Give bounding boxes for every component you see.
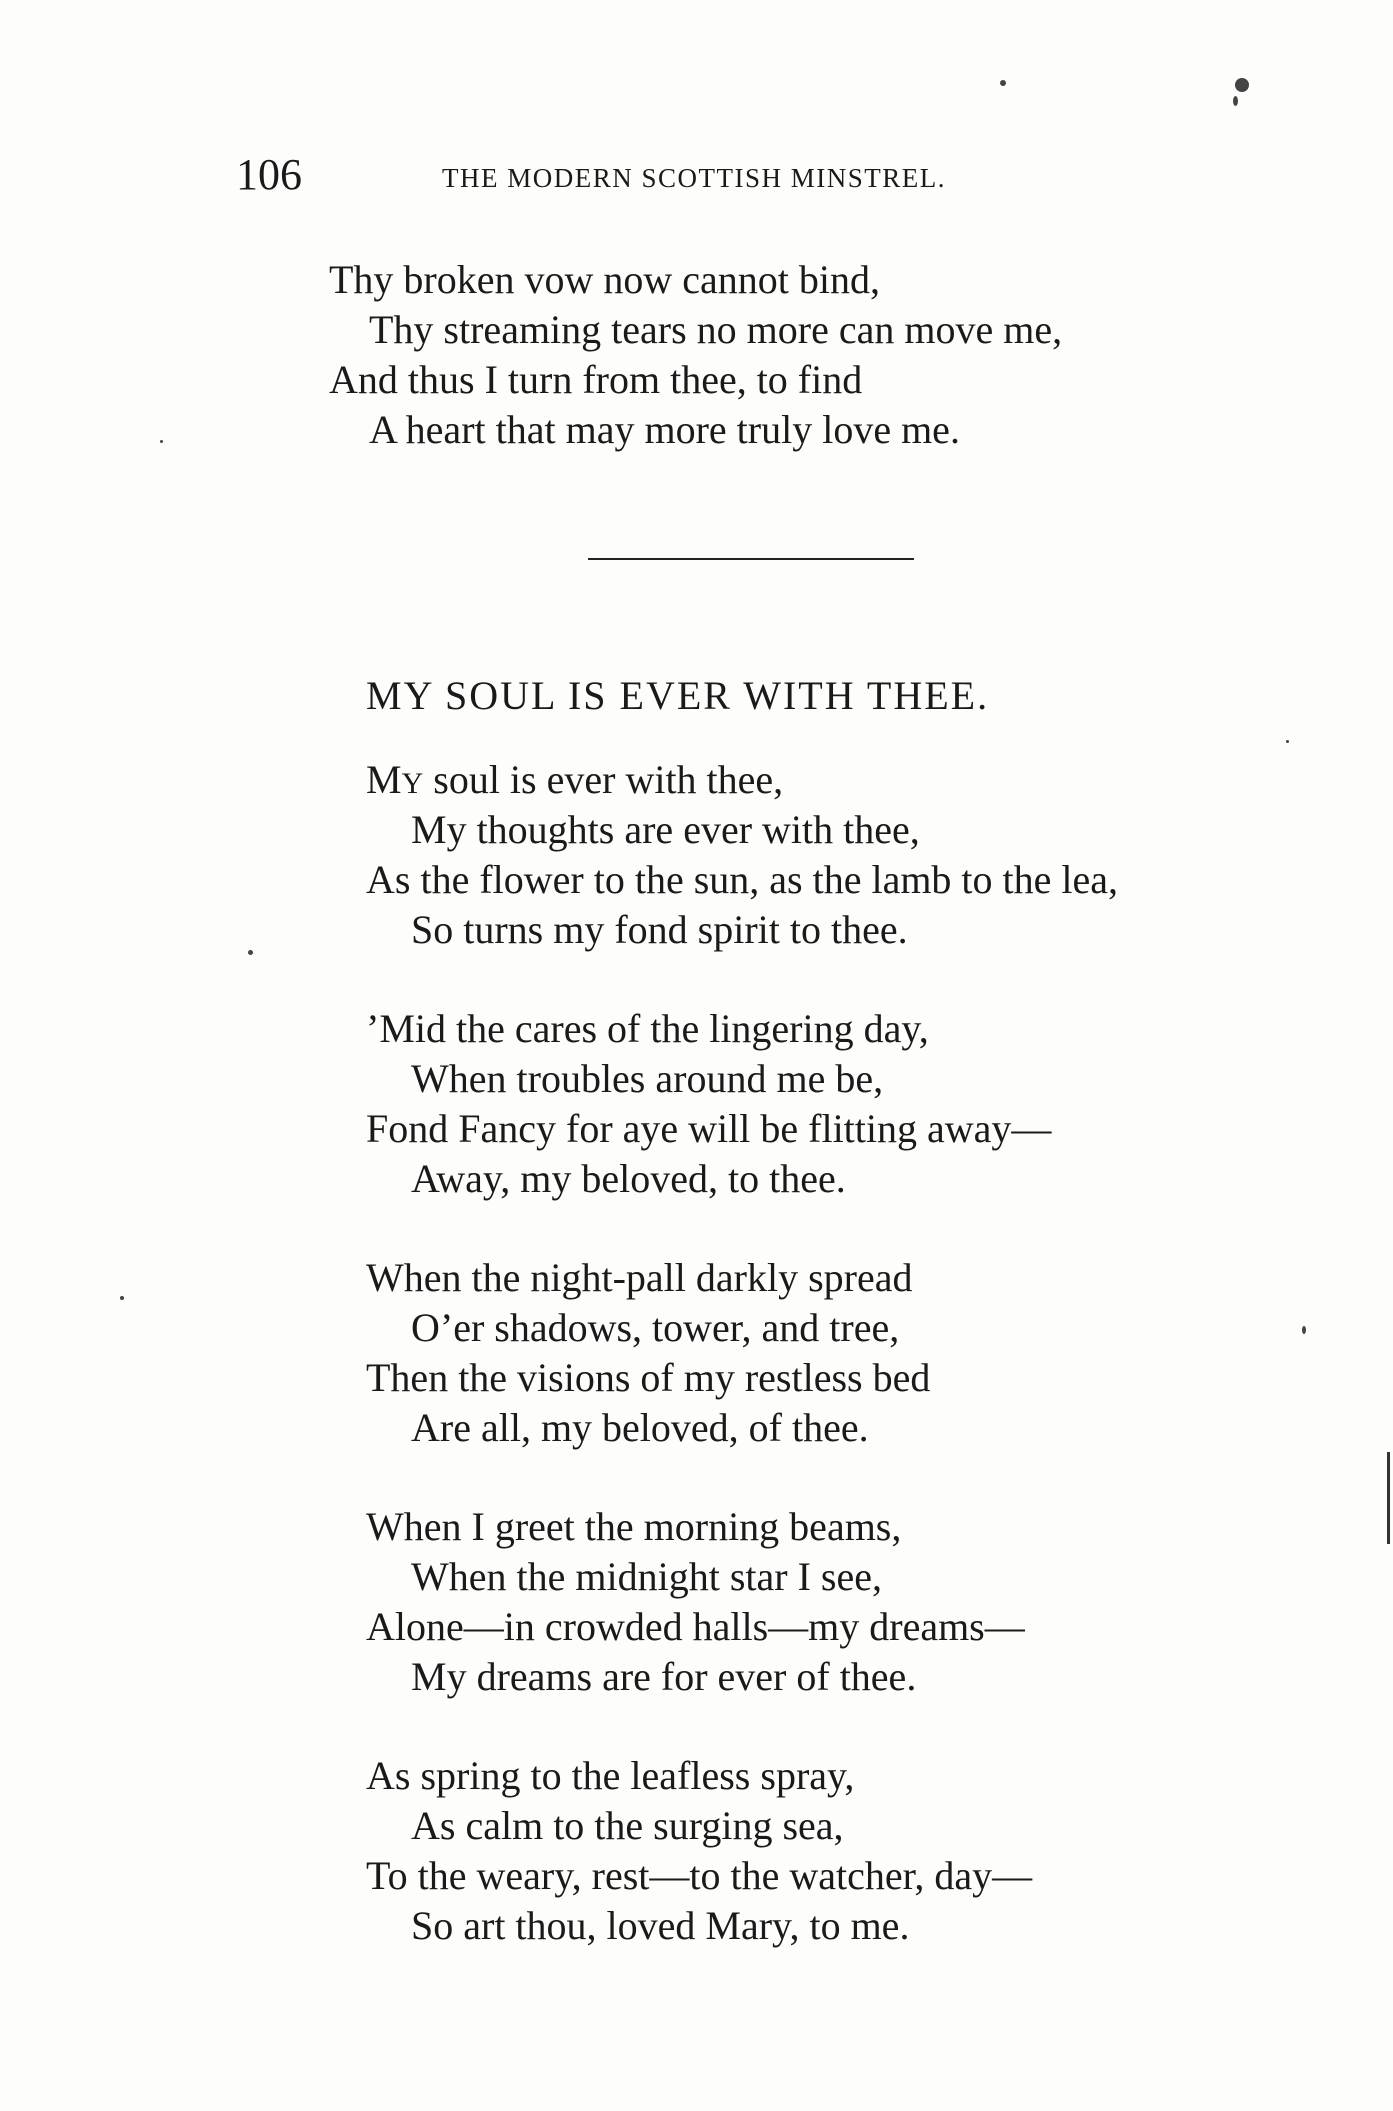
poem-line: Away, my beloved, to thee. — [411, 1156, 846, 1201]
poem-line: Are all, my beloved, of thee. — [411, 1405, 869, 1450]
running-head: THE MODERN SCOTTISH MINSTREL. — [442, 163, 947, 193]
poem-title: MY SOUL IS EVER WITH THEE. — [366, 673, 990, 718]
drop-initial: M — [366, 757, 402, 802]
poem-line: To the weary, rest—to the watcher, day— — [366, 1853, 1033, 1898]
scan-speck — [1235, 78, 1249, 92]
scan-speck — [1000, 80, 1006, 86]
scan-speck — [120, 1296, 124, 1300]
poem-line: Then the visions of my restless bed — [366, 1355, 931, 1400]
prev-poem-line: And thus I turn from thee, to find — [329, 357, 863, 402]
poem-line: So turns my fond spirit to thee. — [411, 907, 908, 952]
poem-first-line — [366, 756, 783, 808]
small-cap-rest: Y — [401, 767, 424, 800]
poem-line: My dreams are for ever of thee. — [411, 1654, 917, 1699]
poem-line: My thoughts are ever with thee, — [411, 807, 920, 852]
page-number: 106 — [236, 150, 302, 199]
scan-speck — [248, 950, 253, 955]
prev-poem-line: A heart that may more truly love me. — [369, 407, 960, 452]
scan-speck — [1233, 96, 1238, 106]
poem-line: When I greet the morning beams, — [366, 1504, 902, 1549]
scan-speck — [1286, 740, 1289, 743]
page-header — [236, 150, 1066, 200]
poem-line: As the flower to the sun, as the lamb to the lea, — [366, 857, 1119, 902]
scan-speck — [1302, 1326, 1306, 1334]
poem-line: As spring to the leafless spray, — [366, 1753, 855, 1798]
prev-poem-line: Thy broken vow now cannot bind, — [329, 257, 881, 302]
poem-line: So art thou, loved Mary, to me. — [411, 1903, 910, 1948]
poem-line: O’er shadows, tower, and tree, — [411, 1305, 900, 1350]
first-line-rest: soul is ever with thee, — [423, 757, 784, 802]
section-divider — [588, 558, 914, 560]
poem-line: Alone—in crowded halls—my dreams— — [366, 1604, 1025, 1649]
poem-line: ’Mid the cares of the lingering day, — [366, 1006, 929, 1051]
poem-line: When the midnight star I see, — [411, 1554, 882, 1599]
page-edge-mark — [1387, 1452, 1390, 1544]
poem-line: As calm to the surging sea, — [411, 1803, 844, 1848]
poem-line: Fond Fancy for aye will be flitting away— — [366, 1106, 1052, 1151]
scan-speck — [160, 440, 163, 443]
prev-poem-line: Thy streaming tears no more can move me, — [369, 307, 1063, 352]
poem-line: When troubles around me be, — [411, 1056, 884, 1101]
poem-line: When the night-pall darkly spread — [366, 1255, 913, 1300]
